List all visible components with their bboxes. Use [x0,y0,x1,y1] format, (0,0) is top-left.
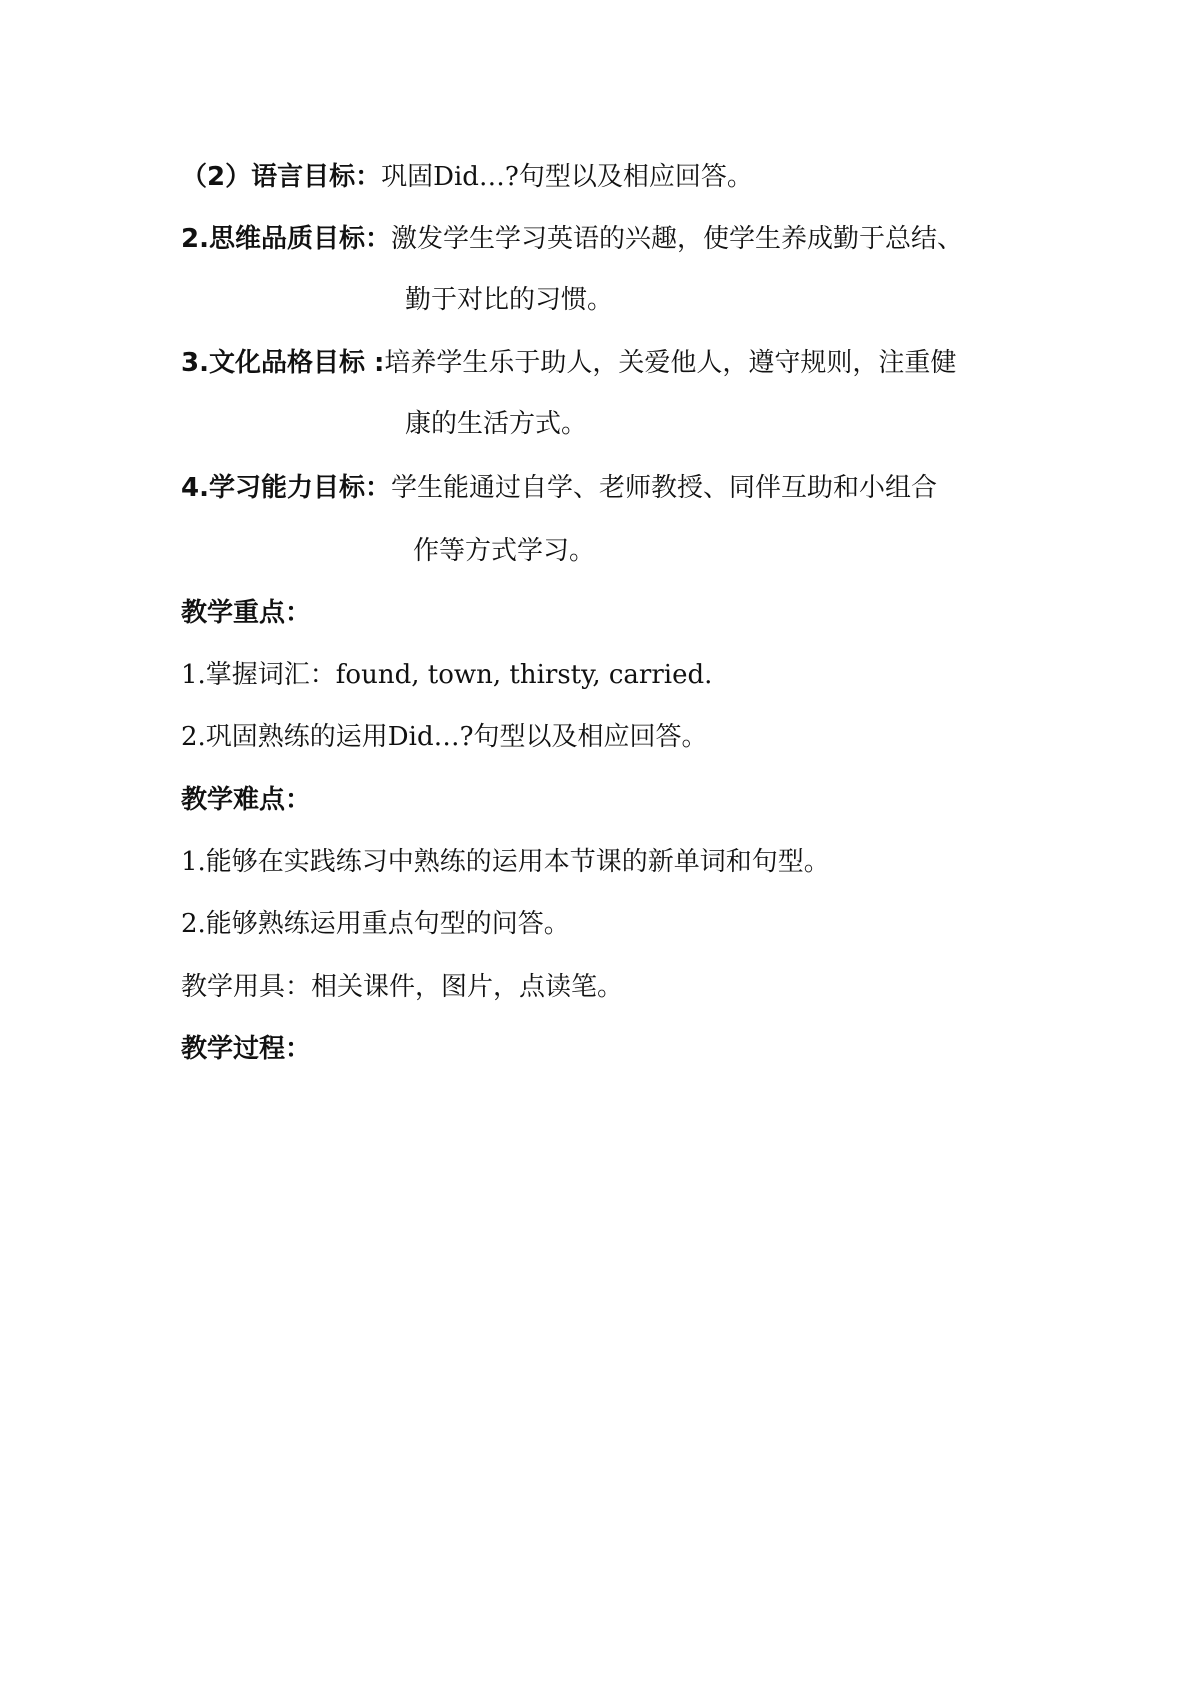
culture-objective-label: 3.文化品格目标 : [181,348,385,378]
key-points-heading: 教学重点： [181,598,312,628]
culture-objective-continuation: 康的生活方式。 [405,409,588,439]
thinking-objective-continuation: 勤于对比的习惯。 [405,285,614,315]
learning-objective-line [181,471,937,505]
learning-objective-label: 4.学习能力目标： [181,473,391,503]
key-point-item-1: 1.掌握词汇：found, town, thirsty, carried. [181,660,713,690]
difficulty-item-1: 1.能够在实践练习中熟练的运用本节课的新单词和句型。 [181,847,830,877]
culture-objective-text: 培养学生乐于助人，关爱他人，遵守规则，注重健 [384,348,957,378]
process-heading: 教学过程： [181,1034,312,1064]
thinking-objective-line [181,222,963,256]
language-objective-text: 巩固Did…?句型以及相应回答。 [381,162,753,192]
key-point-item-2: 2.巩固熟练的运用Did…?句型以及相应回答。 [181,722,708,752]
learning-objective-continuation: 作等方式学习。 [413,536,596,566]
culture-objective-line [181,346,956,380]
difficulties-heading: 教学难点： [181,785,312,815]
thinking-objective-text: 激发学生学习英语的兴趣，使学生养成勤于总结、 [390,224,963,254]
teaching-tools-line: 教学用具：相关课件，图片，点读笔。 [181,972,624,1002]
thinking-objective-label: 2.思维品质目标： [181,224,391,254]
language-objective-line [181,160,753,194]
difficulty-item-2: 2.能够熟练运用重点句型的问答。 [181,909,570,939]
learning-objective-text: 学生能通过自学、老师教授、同伴互助和小组合 [390,473,937,503]
language-objective-label: （2）语言目标： [181,162,382,192]
